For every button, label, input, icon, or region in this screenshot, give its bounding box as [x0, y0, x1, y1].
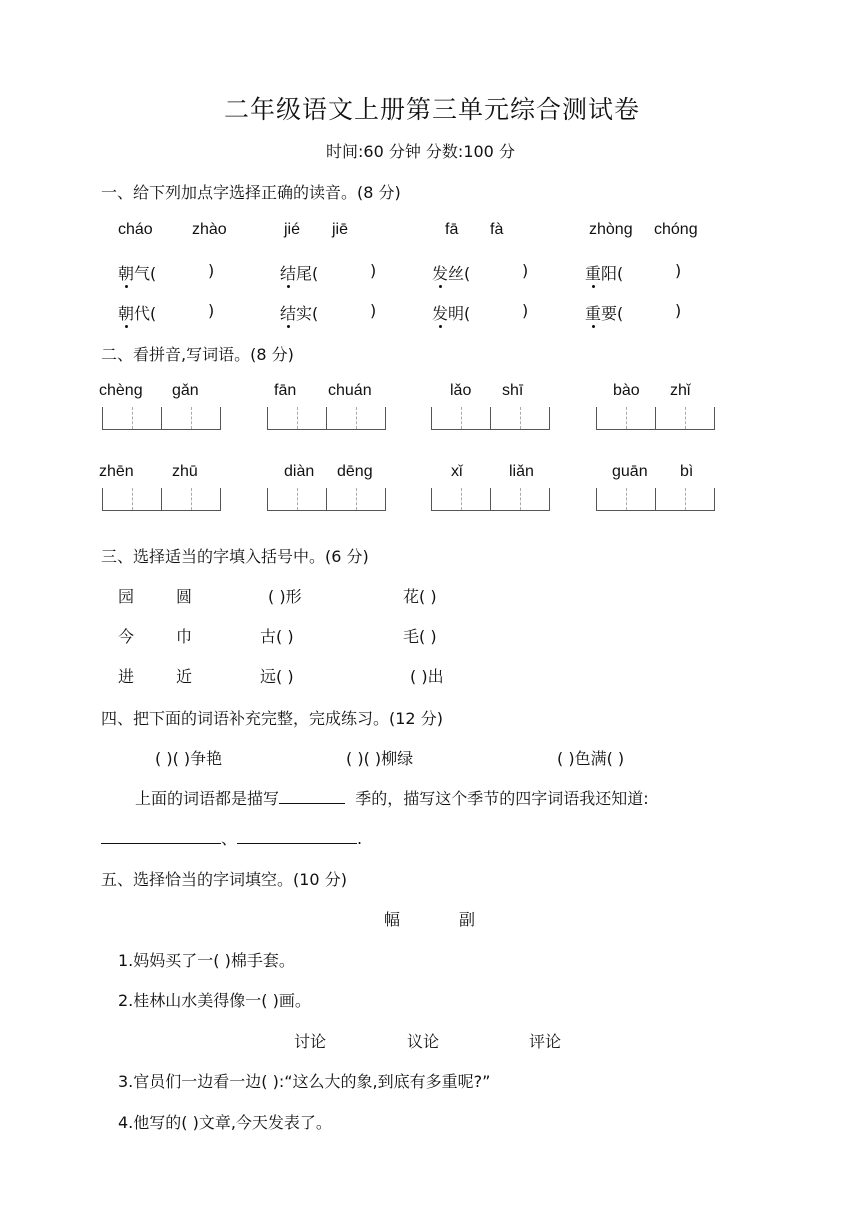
fill-blank[interactable]: 远( ): [260, 667, 294, 686]
pinyin-syllable: shī: [502, 382, 524, 399]
answer-paren-close: ): [522, 261, 529, 280]
writing-grid[interactable]: [431, 488, 551, 512]
section-2-heading: 二、看拼音,写词语。(8 分): [101, 345, 294, 364]
pinyin-option: jiē: [332, 221, 349, 238]
fill-blank[interactable]: ( )出: [410, 667, 444, 686]
season-blank[interactable]: [279, 787, 345, 804]
pinyin-syllable: chèng: [99, 382, 143, 399]
word-option: 副: [459, 910, 476, 929]
section-4-heading: 四、把下面的词语补充完整，完成练习。(12 分): [101, 709, 443, 728]
writing-grid[interactable]: [102, 407, 222, 431]
pinyin-option: cháo: [118, 221, 153, 238]
answer-paren-close: ): [522, 301, 529, 320]
pinyin-syllable: chuán: [328, 382, 372, 399]
idiom-fill[interactable]: ( )( )柳绿: [346, 749, 414, 768]
section-5-heading: 五、选择恰当的字词填空。(10 分): [101, 870, 347, 889]
pinyin-syllable: dēng: [337, 463, 373, 480]
word-option: 评论: [529, 1032, 562, 1051]
answer-paren-close: ): [675, 261, 682, 280]
writing-grid[interactable]: [431, 407, 551, 431]
page-title: 二年级语文上册第三单元综合测试卷: [224, 95, 641, 124]
fill-blank[interactable]: ( )形: [268, 587, 302, 606]
pinyin-syllable: zhēn: [99, 463, 134, 480]
dotted-word-item: 发明(: [432, 301, 470, 324]
choice-char: 进: [118, 667, 135, 686]
choice-char: 近: [176, 667, 193, 686]
word-option: 讨论: [294, 1032, 327, 1051]
dotted-word-item: 结尾(: [280, 261, 318, 284]
answer-blank[interactable]: [101, 827, 221, 844]
pinyin-syllable: liǎn: [509, 463, 534, 480]
writing-grid[interactable]: [267, 488, 387, 512]
writing-grid[interactable]: [596, 407, 716, 431]
section-3-heading: 三、选择适当的字填入括号中。(6 分): [101, 547, 369, 566]
writing-grid[interactable]: [267, 407, 387, 431]
section-1-heading: 一、给下列加点字选择正确的读音。(8 分): [101, 183, 401, 202]
pinyin-option: jié: [284, 221, 301, 238]
fill-blank[interactable]: 花( ): [403, 587, 437, 606]
choice-char: 今: [118, 627, 135, 646]
question-2[interactable]: 2.桂林山水美得像一( )画。: [118, 991, 311, 1010]
pinyin-syllable: gǎn: [172, 382, 199, 399]
pinyin-option: chóng: [654, 221, 698, 238]
answer-blank[interactable]: [237, 827, 357, 844]
answer-paren-close: ): [208, 301, 215, 320]
exam-meta: 时间:60 分钟 分数:100 分: [326, 142, 515, 161]
season-sentence: 上面的词语都是描写 季的，描写这个季节的四字词语我还知道:: [135, 789, 649, 808]
answer-paren-close: ): [208, 261, 215, 280]
dotted-word-item: 朝代(: [118, 301, 156, 324]
choice-char: 园: [118, 587, 135, 606]
pinyin-syllable: lǎo: [450, 382, 472, 399]
word-option: 幅: [384, 910, 401, 929]
writing-grid[interactable]: [102, 488, 222, 512]
question-1[interactable]: 1.妈妈买了一( )棉手套。: [118, 951, 295, 970]
pinyin-syllable: zhū: [172, 463, 198, 480]
idiom-answer-line: 、 .: [101, 826, 362, 849]
pinyin-syllable: zhǐ: [670, 382, 691, 399]
fill-blank[interactable]: 毛( ): [403, 627, 437, 646]
pinyin-option: zhòng: [589, 221, 633, 238]
pinyin-syllable: fān: [274, 382, 297, 399]
dotted-word-item: 发丝(: [432, 261, 470, 284]
answer-paren-close: ): [675, 301, 682, 320]
pinyin-option: fà: [490, 221, 504, 238]
dotted-word-item: 重要(: [585, 301, 623, 324]
pinyin-syllable: guān: [612, 463, 648, 480]
dotted-word-item: 重阳(: [585, 261, 623, 284]
answer-paren-close: ): [370, 301, 377, 320]
pinyin-option: fā: [445, 221, 459, 238]
pinyin-syllable: bì: [680, 463, 694, 480]
idiom-fill[interactable]: ( )( )争艳: [155, 749, 223, 768]
pinyin-syllable: xǐ: [451, 463, 463, 480]
writing-grid[interactable]: [596, 488, 716, 512]
dotted-word-item: 结实(: [280, 301, 318, 324]
pinyin-syllable: diàn: [284, 463, 315, 480]
pinyin-option: zhào: [192, 221, 227, 238]
idiom-fill[interactable]: ( )色满( ): [557, 749, 625, 768]
fill-blank[interactable]: 古( ): [260, 627, 294, 646]
pinyin-syllable: bào: [613, 382, 640, 399]
question-3[interactable]: 3.官员们一边看一边( ):“这么大的象,到底有多重呢?”: [118, 1072, 491, 1091]
dotted-word-item: 朝气(: [118, 261, 156, 284]
question-4[interactable]: 4.他写的( )文章,今天发表了。: [118, 1113, 332, 1132]
word-option: 议论: [407, 1032, 440, 1051]
choice-char: 巾: [176, 627, 193, 646]
answer-paren-close: ): [370, 261, 377, 280]
choice-char: 圆: [176, 587, 193, 606]
